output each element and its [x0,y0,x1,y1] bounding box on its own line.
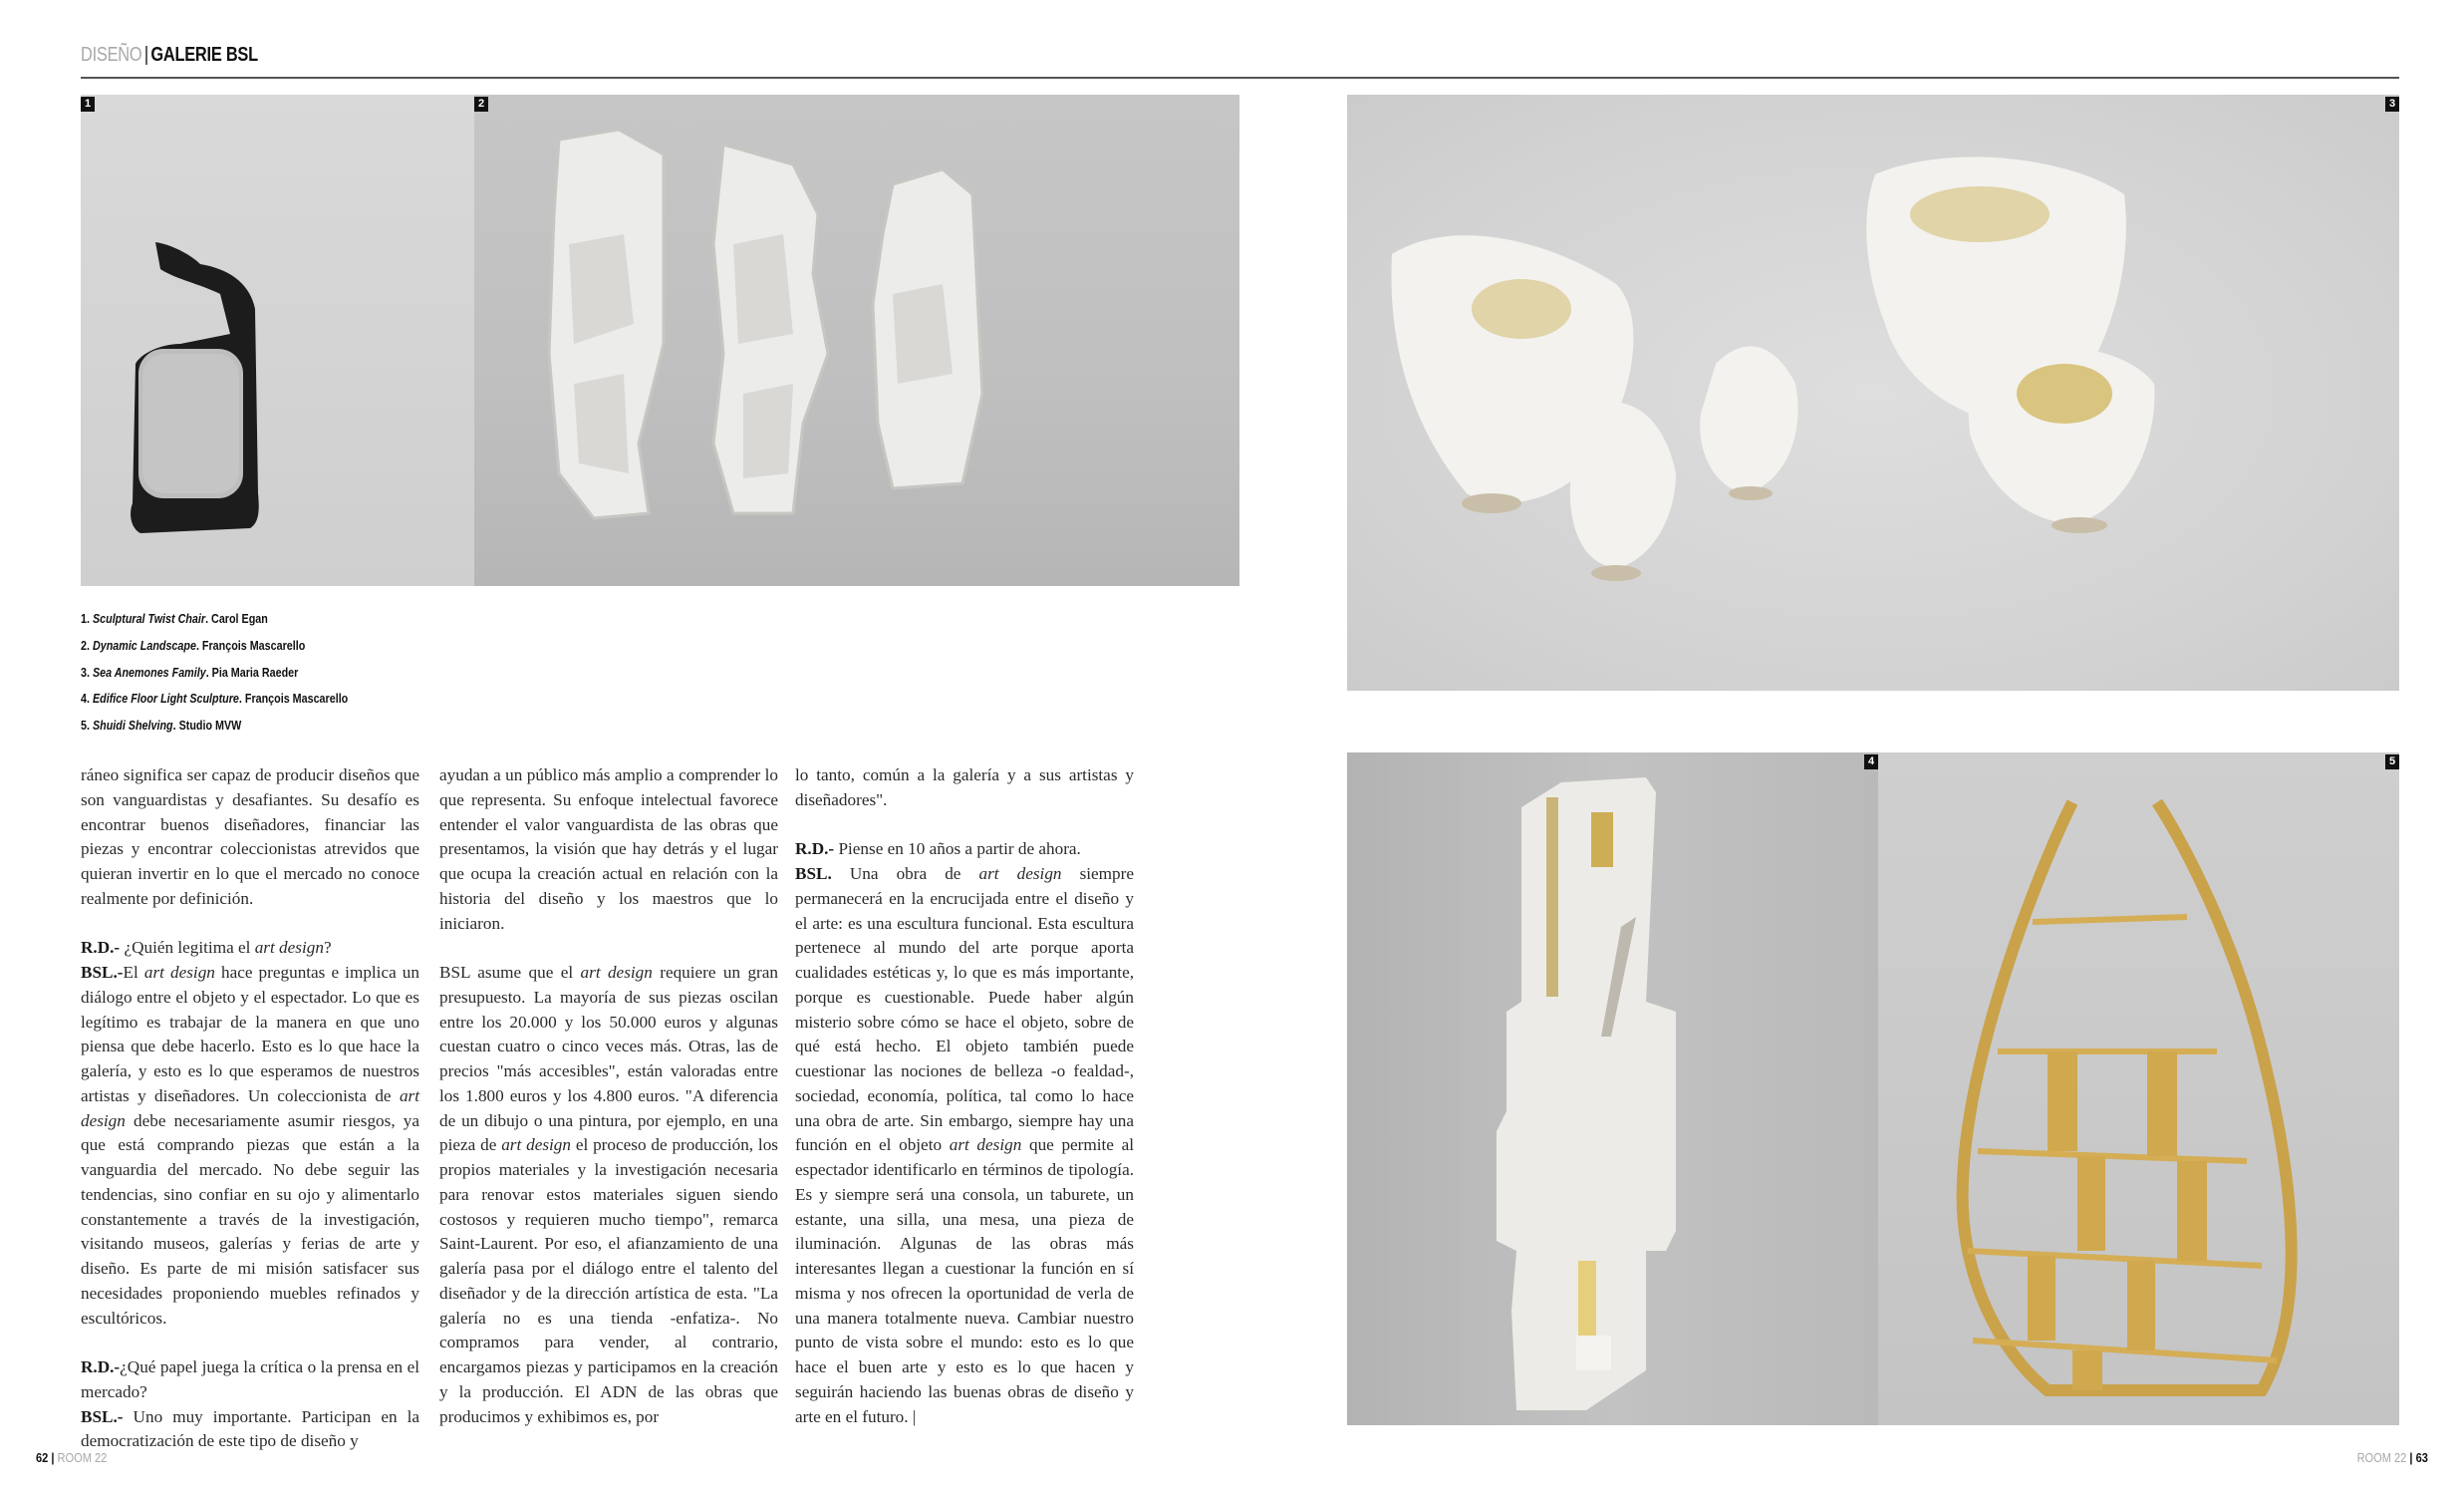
photo-number-badge: 5 [2385,754,2399,769]
photo-number-badge: 2 [474,97,488,112]
text-column-2 [439,763,778,1429]
photo-3-anemones [1347,95,2399,691]
header-separator: | [143,44,148,66]
question: R.D.- ¿Quién legitima el art design? [81,938,332,958]
caption-item: 5. Shuidi Shelving. Studio MVW [81,719,242,734]
caption-item: 2. Dynamic Landscape. François Mascarello [81,638,306,653]
caption-item: 4. Edifice Floor Light Sculpture. François Mascarello [81,692,349,707]
screen-illustration [474,95,1239,586]
photo-2-screen [474,95,1239,586]
magazine-name: ROOM 22 [57,1450,108,1465]
footer-left: 62 | ROOM 22 [36,1450,108,1465]
paragraph: ráneo significa ser capaz de producir diseños que son vanguardistas y desafiantes. Su desafío es encontrar buenos diseñadores, financiar las piezas y encontrar coleccionistas atrevidos que quieran invertir en lo que el mercado no conoce realmente por definición. [81,765,419,908]
photo-captions [81,606,348,740]
article-title: GALERIE BSL [150,44,258,66]
text-column-1 [81,763,419,1454]
footer-right: ROOM 22 | 63 [2356,1450,2428,1465]
shelving-illustration [1878,752,2399,1425]
question: R.D.-¿Qué papel juega la crítica o la prensa en el mercado? [81,1357,419,1401]
photo-number-badge: 4 [1864,754,1878,769]
page-number: 63 [2415,1450,2428,1465]
photo-number-badge: 1 [81,97,95,112]
photo-number-badge: 3 [2385,97,2399,112]
floor-light-illustration [1347,752,1878,1425]
section-header [81,44,258,67]
paragraph: ayudan a un público más amplio a comprender lo que representa. Su enfoque intelectual favorece entender el valor vanguardista de las obras que presentamos, la visión que hay detrás y el lugar que ocupa la creación actual en relación con la historia del diseño y los maestros que lo iniciaron. [439,765,778,933]
text-column-3 [795,763,1134,1429]
answer: BSL.- Uno muy importante. Participan en la democratización de este tipo de diseño y [81,1406,419,1451]
photo-1-chair [81,95,474,586]
photo-5-shelving [1878,752,2399,1425]
caption-item: 3. Sea Anemones Family. Pia Maria Raeder [81,665,299,680]
anemones-illustration [1347,95,2399,691]
question: R.D.- Piense en 10 años a partir de ahora. [795,839,1081,859]
answer: BSL. Una obra de art design siempre permanecerá en la encrucijada entre el diseño y el arte: es una escultura funcional. Esta escultura pertenece al mundo del arte porque aporta cualidades estéticas y, lo que es más importante, porque es cuestionable. Puede haber algún misterio sobre cómo se hace el objeto, sobre de qué está hecho. El objeto también puede cuestionar las nociones de belleza -o fealdad-, sociedad, economía, política, tal como lo hace una obra de arte. Sin embargo, siempre hay una función en el objeto art design que permite al espectador identificarlo en términos de tipología. Es y siempre será una consola, un taburete, un estante, una silla, una mesa, una pieza de iluminación. Algunas de las obras más interesantes llegan a cuestionar la función en sí misma y nos ofrecen la oportunidad de verla de una manera totalmente nueva. Cambiar nuestro punto de vista sobre el mundo: esto es lo que hace el buen arte y esto es lo que hacen y seguirán haciendo las buenas obras de diseño y arte en el futuro. | [795,864,1134,1426]
chair-illustration [81,95,474,586]
magazine-name: ROOM 22 [2356,1450,2407,1465]
answer: BSL.-El art design hace preguntas e implica un diálogo entre el objeto y el espectador. Lo que es legítimo es trabajar de la manera en que uno piensa que debe hacerlo. Esto es lo que hace la galería, y esto es lo que esperamos de nuestros artistas y diseñadores. Un coleccionista de art design debe necesariamente asumir riesgos, ya que está comprando piezas que están a la vanguardia del mercado. No debe seguir las tendencias, sino confiar en su ojo y alimentarlo constantemente a través de la investigación, visitando museos, galerías y ferias de arte y diseño. Es parte de mi misión satisfacer sus necesidades proponiendo muebles refinados y escultóricos. [81,963,419,1328]
caption-item: 1. Sculptural Twist Chair. Carol Egan [81,612,268,626]
paragraph: BSL asume que el art design requiere un gran presupuesto. La mayoría de sus piezas oscilan entre los 20.000 y los 50.000 euros y algunas cuestan cuatro o cinco veces más. Otras, las de precios "más accesibles", están valoradas entre los 1.800 euros y los 4.800 euros. "A diferencia de un dibujo o una pintura, por ejemplo, en una pieza de art design el proceso de producción, los propios materiales y la investigación necesaria para renovar estos materiales siguen siendo costosos y requieren mucho tiempo", remarca Saint-Laurent. Por eso, el afianzamiento de una galería pasa por el diálogo entre el talento del diseñador y de la dirección artística de esta. "La galería no es una tienda -enfatiza-. No compramos para vender, al contrario, encargamos piezas y participamos en la creación y la producción. El ADN de las obras que producimos y exhibimos es, por [439,963,778,1426]
paragraph: lo tanto, común a la galería y a sus artistas y diseñadores". [795,765,1134,809]
photo-4-floor-light [1347,752,1878,1425]
header-rule [81,77,2399,79]
section-label: DISEÑO [81,44,142,66]
page-number: 62 [36,1450,49,1465]
